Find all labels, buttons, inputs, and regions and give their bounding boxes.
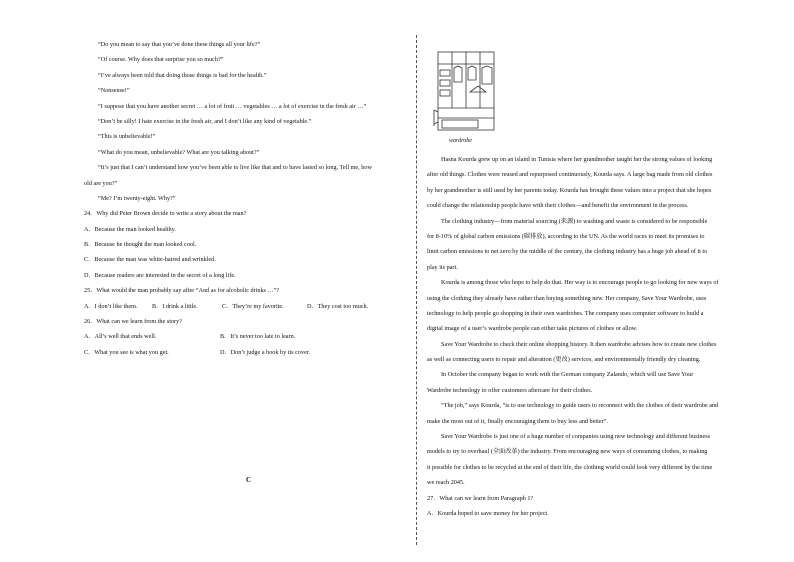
- passage-line: after old things. Clothes were reused and repurposed continuously, Kourda says. A large bag made from old clothes: [427, 171, 713, 179]
- passage-line: technology to help people go shopping in their own wardrobes. The company uses computer software to build a: [427, 309, 704, 317]
- passage-line: Kourda is among those who hope to help do that. Her way is to encourage people to go looking for new ways of: [441, 279, 719, 287]
- passage-line: for 8-10% of global carbon emissions (碳排放), according to the UN. As the world races to meet its promises to: [427, 232, 705, 240]
- question-26-option-a: A．All’s well that ends well.: [84, 333, 157, 341]
- question-24-stem: 24．Why did Peter Brown decide to write a story about the man?: [84, 210, 247, 218]
- section-heading: C: [246, 476, 252, 484]
- passage-line: In October the company began to work with the German company Zalando, which will use Save Your: [441, 371, 694, 379]
- question-27-stem: 27．What can we learn from Paragraph 1?: [427, 494, 534, 502]
- passage-line: Wardrobe technology to offer customers aftercare for their clothes.: [427, 386, 593, 394]
- passage-line: limit carbon emissions to net zero by the middle of the century, the clothing industry has a huge job ahead of it to: [427, 248, 708, 256]
- passage-line: models to try to overhaul (全面改革) the industry. From encouraging new ways of consuming clothes, to making: [427, 448, 708, 456]
- question-27-option-a: A．Kourda hoped to save money for her project.: [427, 509, 549, 517]
- question-26-option-d: D．Don’t judge a book by its cover.: [220, 348, 311, 356]
- passage-line: as well as connecting users to repair and alteration (更改) services, and environmentally friendly dry cleaning.: [427, 356, 701, 364]
- passage-line: Save Your Wardrobe is just one of a huge number of companies using new technology and different business: [441, 433, 711, 441]
- question-26-stem: 26．What can we learn from the story?: [84, 318, 182, 326]
- passage-line: “The job,” says Kourda, “is to use technology to guide users to reconnect with the clothes of their wardrobe and: [441, 402, 719, 410]
- question-26-option-c: C．What you see is what you get.: [84, 348, 169, 356]
- dialogue-line: “Of course. Why does that surprise you so much?”: [98, 56, 224, 64]
- dialogue-line: old are you?”: [84, 179, 118, 187]
- dialogue-line: “I’ve always been told that doing those things is bad for the health.”: [98, 71, 267, 79]
- dialogue-line: “Do you mean to say that you’ve done these things all your life?”: [98, 41, 261, 48]
- passage-line: make the most out of it, finally encouraging them to buy less and better”.: [427, 417, 608, 425]
- passage-line: play its part.: [427, 263, 458, 271]
- question-25-option-a: A．I don’t like them.: [84, 302, 138, 310]
- passage-line: Hasna Kourda grew up on an island in Tunisia where her grandmother taught her the strong values of looking: [441, 156, 713, 163]
- question-24-option-b: B．Because he thought the man looked cool.: [84, 241, 197, 249]
- dialogue-line: “Nonsense!”: [98, 87, 130, 95]
- passage-line: it possible for clothes to be recycled at the end of their life, the clothing world could look very different by the time: [427, 463, 713, 471]
- passage-line: could change the relationship people have with their clothes—and benefit the environment in the process.: [427, 202, 689, 210]
- passage-line: digital image of a user’s wardrobe people can either take pictures of clothes or allow.: [427, 325, 638, 333]
- question-26-options-row2: [84, 345, 414, 360]
- column-divider: [416, 35, 417, 545]
- dialogue-line: “This is unbelievable!”: [98, 133, 156, 141]
- right-column: [427, 152, 782, 521]
- left-column: [84, 37, 414, 360]
- passage-line: Save Your Wardrobe to check their online shopping history. It then wardrobe advises how to create new clothes: [441, 340, 717, 348]
- passage-line: by her grandmother is still used by her parents today. Kourda has brought these values into a project that she hopes: [427, 186, 712, 194]
- figure-caption: wardrobe: [449, 138, 472, 144]
- question-26-option-b: B．It’s never too late to learn.: [220, 333, 296, 341]
- question-26-options-row1: [84, 329, 414, 344]
- question-25-stem: 25．What would the man probably say after “And as for alcoholic drinks …”?: [84, 287, 280, 295]
- question-25-option-b: B．I drink a little.: [152, 302, 198, 310]
- question-24-option-d: D．Because readers are interested in the secret of a long life.: [84, 271, 236, 279]
- question-25-option-d: D．They cost too much.: [307, 302, 369, 310]
- passage-line: using the clothing they already have rather than buying something new. Her company, Save Your Wardrobe, uses: [427, 294, 707, 302]
- question-25-options: [84, 299, 414, 314]
- dialogue-line: “It’s just that I can’t understand how you’ve been able to live like that and to have lasted so long. Tell me, how: [98, 164, 372, 172]
- question-25-option-c: C．They’re my favorite.: [222, 302, 284, 310]
- dialogue-line: “What do you mean, unbelievable? What are you talking about?”: [98, 148, 260, 156]
- dialogue-line: “Me? I’m twenty-eight. Why?”: [98, 194, 176, 202]
- passage-line: The clothing industry—from material sourcing (来源) to washing and waste is considered to be responsible: [441, 217, 708, 225]
- passage-line: we reach 2045.: [427, 479, 465, 487]
- wardrobe-illustration: [430, 48, 500, 148]
- dialogue-line: “I suppose that you have another secret … a lot of fruit … vegetables … a lot of exercise in the fresh air …”: [98, 102, 367, 110]
- question-24-option-a: A．Because the man looked healthy.: [84, 225, 176, 233]
- dialogue-line: “Don’t be silly! I hate exercise in the fresh air, and I don’t like any kind of vegetable.”: [98, 117, 312, 125]
- question-24-option-c: C．Because the man was white-haired and wrinkled.: [84, 256, 216, 264]
